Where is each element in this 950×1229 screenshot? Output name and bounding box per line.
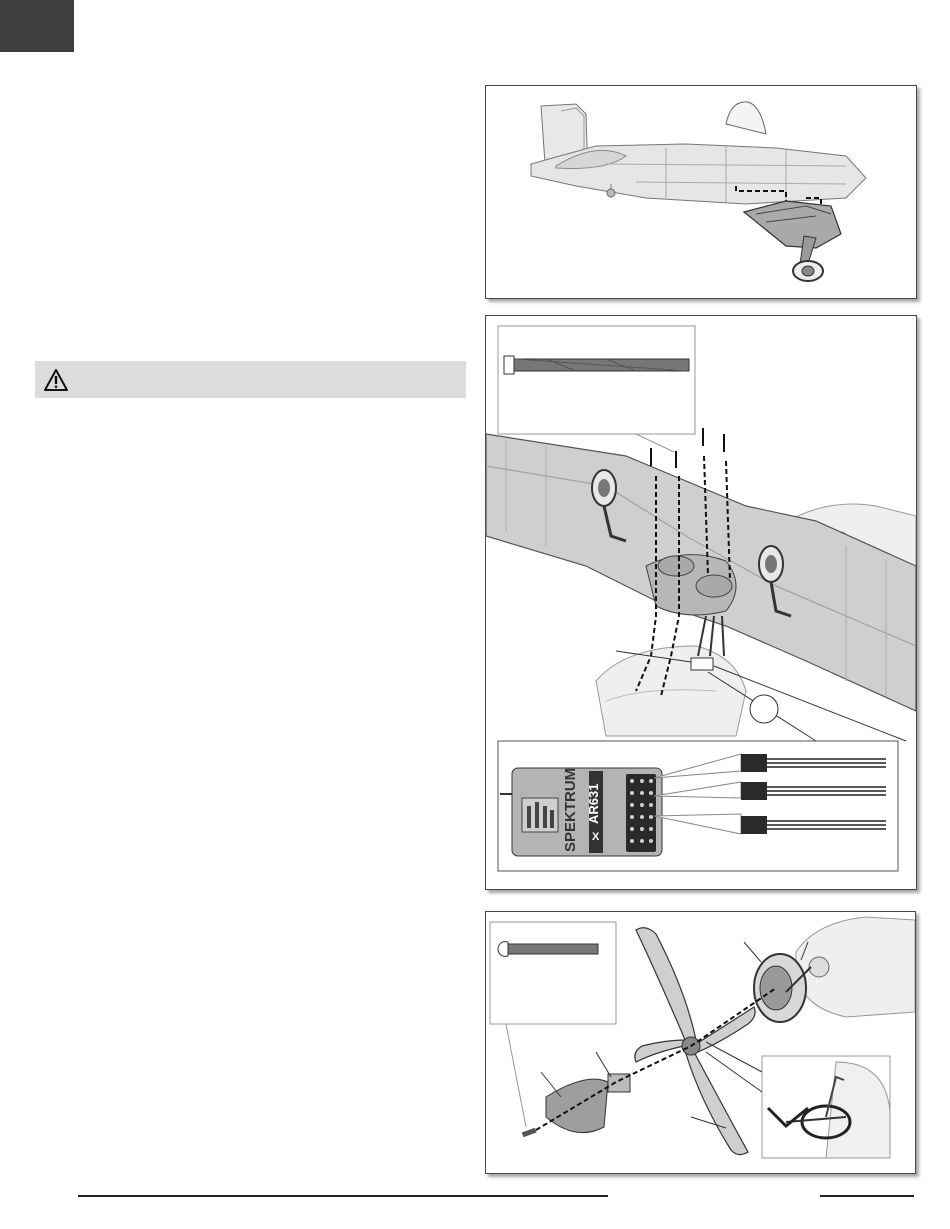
- propeller-illustration: [486, 912, 915, 1173]
- receiver-model: AR631: [586, 783, 601, 824]
- figure-wing-installation: [485, 315, 917, 890]
- screw-callout: [498, 326, 695, 452]
- section-tab: [0, 0, 74, 52]
- figure-fuselage-belly-assembly: [485, 85, 917, 299]
- figure-propeller-spinner-installation: [485, 911, 916, 1174]
- receiver-inset: [498, 741, 898, 871]
- warning-triangle-icon: [43, 368, 69, 392]
- footer-rule-right: [820, 1195, 914, 1197]
- warning-bar: [35, 361, 466, 398]
- footer-rule-left: [78, 1195, 608, 1197]
- fuselage-illustration: [486, 86, 916, 298]
- receiver-mark: X: [592, 831, 600, 843]
- receiver-brand: SPEKTRUM: [562, 767, 579, 852]
- wing-illustration: [486, 316, 916, 889]
